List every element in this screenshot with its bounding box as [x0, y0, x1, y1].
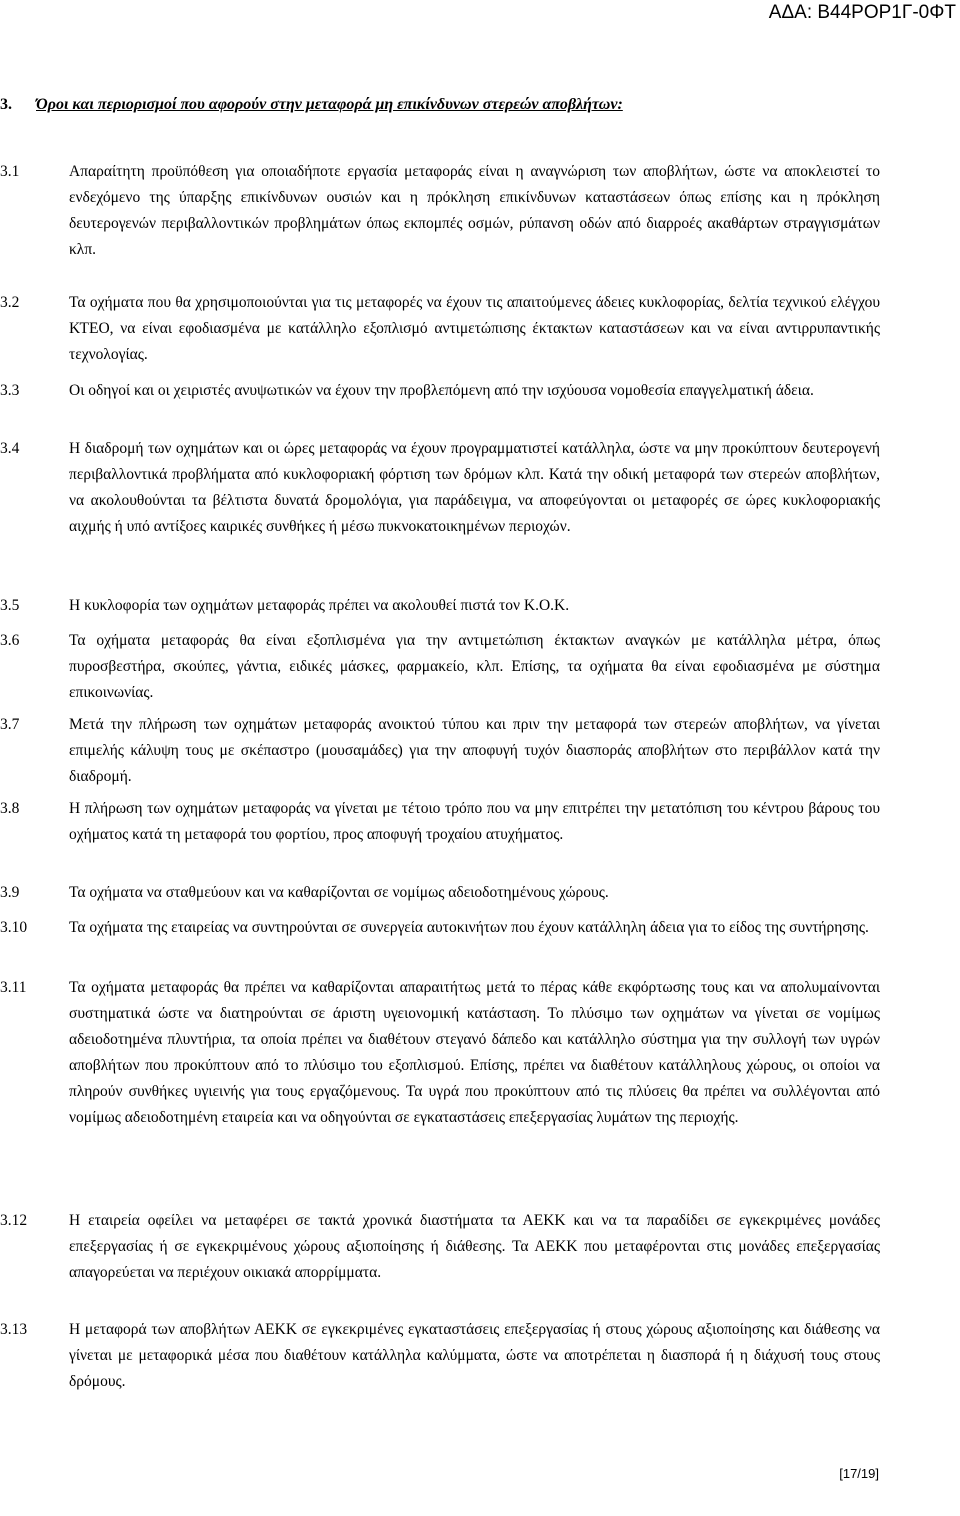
term-item	[0, 1208, 880, 1286]
section-title: Όροι και περιορισμοί που αφορούν στην μεταφορά μη επικίνδυνων στερεών αποβλήτων:	[36, 96, 623, 113]
term-number: 3.12	[0, 1212, 28, 1229]
term-text: Η μεταφορά των αποβλήτων ΑΕΚΚ σε εγκεκριμένες εγκαταστάσεις επεξεργασίας ή στους χώρους αξιοποίησης και διάθεσης να γίνεται με μεταφορικά μέσα που διαθέτουν κατάλληλα καλύμματα, ώστε να αποτρέπεται η διασπορά ή η διάχυσή τους στους δρόμους.	[69, 1321, 880, 1391]
term-item	[0, 378, 880, 404]
term-text: Τα οχήματα να σταθμεύουν και να καθαρίζονται σε νομίμως αδειοδοτημένους χώρους.	[69, 884, 609, 901]
term-text: Τα οχήματα που θα χρησιμοποιούνται για τις μεταφορές να έχουν τις απαιτούμενες άδειες κυκλοφορίας, δελτία τεχνικού ελέγχου ΚΤΕΟ, να είναι εφοδιασμένα με κατάλληλο εξοπλισμό αντιμετώπισης έκτακτων καταστάσεων και να είναι αντιρρυπαντικής τεχνολογίας.	[69, 294, 880, 364]
term-number: 3.4	[0, 440, 20, 457]
term-number: 3.9	[0, 884, 20, 901]
term-item	[0, 796, 880, 848]
term-text: Η κυκλοφορία των οχημάτων μεταφοράς πρέπει να ακολουθεί πιστά τον Κ.Ο.Κ.	[69, 597, 570, 614]
term-number: 3.10	[0, 919, 28, 936]
term-number: 3.5	[0, 597, 20, 614]
term-item	[0, 436, 880, 540]
term-number: 3.7	[0, 716, 20, 733]
term-text: Απαραίτητη προϋπόθεση για οποιαδήποτε εργασία μεταφοράς είναι η αναγνώριση των αποβλήτων, ώστε να αποκλειστεί το ενδεχόμενο της ύπαρξης επικίνδυνων ουσιών και η πρόκληση επικίνδυνων καταστάσεων όπως επίσης και η πρόκληση δευτερογενών περιβαλλοντικών προβλημάτων όπως εκπομπές οσμών, ρύπανση οδών από διαρροές ακαθάρτων στραγγισμάτων κλπ.	[69, 163, 880, 259]
term-number: 3.2	[0, 294, 20, 311]
term-number: 3.3	[0, 382, 20, 399]
ada-code: ΑΔΑ: Β44ΡΟΡ1Γ-0ΦΤ	[768, 2, 956, 23]
term-number: 3.13	[0, 1321, 28, 1338]
term-text: Η διαδρομή των οχημάτων και οι ώρες μεταφοράς να έχουν προγραμματιστεί κατάλληλα, ώστε να μην προκύπτουν δευτερογενή περιβαλλοντικά προβλήματα από κυκλοφοριακή φόρτιση των δρόμων κλπ. Κατά την οδική μεταφορά των στερεών αποβλήτων, να ακολουθούνται τα βέλτιστα δυνατά δρομολόγια, για παράδειγμα, να αποφεύγονται οι μεταφορές σε ώρες κυκλοφοριακής αιχμής ή υπό αντίξοες καιρικές συνθήκες ή μέσω πυκνοκατοικημένων περιοχών.	[69, 440, 880, 536]
term-item	[0, 159, 880, 263]
term-item	[0, 628, 880, 706]
term-text: Η πλήρωση των οχημάτων μεταφοράς να γίνεται με τέτοιο τρόπο που να μην επιτρέπει την μετατόπιση του κέντρου βάρους του οχήματος κατά τη μεταφορά του φορτίου, προς αποφυγή τροχαίου ατυχήματος.	[69, 800, 880, 844]
term-text: Μετά την πλήρωση των οχημάτων μεταφοράς ανοικτού τύπου και πριν την μεταφορά των στερεών αποβλήτων, να γίνεται επιμελής κάλυψη τους με σκέπαστρο (μουσαμάδες) για την αποφυγή τυχόν διασποράς αποβλήτων στο περιβάλλον κατά την διαδρομή.	[69, 716, 880, 786]
term-item	[0, 593, 880, 619]
term-item	[0, 880, 880, 906]
term-text: Τα οχήματα μεταφοράς θα πρέπει να καθαρίζονται απαραιτήτως μετά το πέρας κάθε εκφόρτωσης τους και να απολυμαίνονται συστηματικά ώστε να διατηρούνται σε άριστη υγειονομική κατάσταση. Το πλύσιμο των οχημάτων να γίνεται σε νομίμως αδειοδοτημένα πλυντήρια, τα οποία πρέπει να διαθέτουν στεγανό δάπεδο και κατάλληλο σύστημα για την συλλογή των υγρών αποβλήτων που προκύπτουν από το πλύσιμο του εξοπλισμού. Επίσης, πρέπει να διαθέτουν κατάλληλους χώρους, οι οποίοι να πληρούν συνθήκες υγιεινής για τους εργαζόμενους. Τα υγρά που προκύπτουν από τις πλύσεις θα πρέπει να συλλέγονται από νομίμως αδειοδοτημένη εταιρεία και να οδηγούνται σε εγκαταστάσεις επεξεργασίας λυμάτων της περιοχής.	[69, 979, 880, 1127]
term-text: Οι οδηγοί και οι χειριστές ανυψωτικών να έχουν την προβλεπόμενη από την ισχύουσα νομοθεσία επαγγελματική άδεια.	[69, 382, 814, 399]
term-text: Τα οχήματα της εταιρείας να συντηρούνται σε συνεργεία αυτοκινήτων που έχουν κατάλληλη άδεια για το είδος της συντήρησης.	[69, 919, 869, 936]
term-number: 3.6	[0, 632, 20, 649]
term-item	[0, 712, 880, 790]
term-item	[0, 290, 880, 368]
term-text: Τα οχήματα μεταφοράς θα είναι εξοπλισμένα για την αντιμετώπιση έκτακτων αναγκών με κατάλληλα μέτρα, όπως πυροσβεστήρα, σκούπες, γάντια, ειδικές μάσκες, φαρμακείο, κλπ. Επίσης, τα οχήματα θα είναι εφοδιασμένα με σύστημα επικοινωνίας.	[69, 632, 880, 702]
term-number: 3.11	[0, 979, 27, 996]
section-heading	[0, 94, 623, 116]
term-number: 3.8	[0, 800, 20, 817]
term-item	[0, 1317, 880, 1395]
section-number: 3.	[0, 96, 12, 113]
term-number: 3.1	[0, 163, 20, 180]
term-item	[0, 915, 880, 941]
term-text: Η εταιρεία οφείλει να μεταφέρει σε τακτά χρονικά διαστήματα τα ΑΕΚΚ και να τα παραδίδει σε εγκεκριμένες μονάδες επεξεργασίας ή σε εγκεκριμένους χώρους αξιοποίησης ή διάθεσης. Τα ΑΕΚΚ που μεταφέρονται στις μονάδες επεξεργασίας απαγορεύεται να περιέχουν οικιακά απορρίμματα.	[69, 1212, 880, 1282]
page-number: [17/19]	[839, 1466, 879, 1481]
term-item	[0, 975, 880, 1132]
